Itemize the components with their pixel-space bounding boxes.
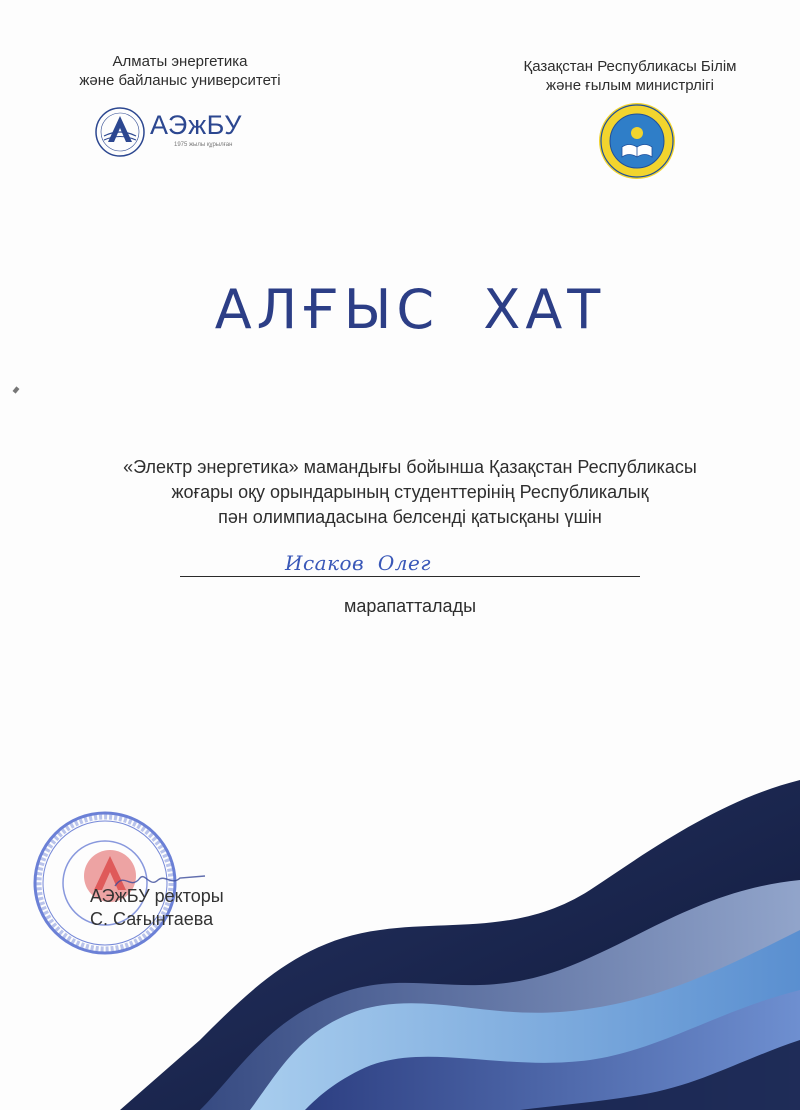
university-logo xyxy=(92,104,282,164)
recipient-underline xyxy=(180,576,640,577)
university-founded: 1975 жылы құрылған xyxy=(174,142,233,148)
ministry-name-line2: және ғылым министрлігі xyxy=(546,77,714,94)
recipient-name: Исаков Олег xyxy=(285,551,431,575)
aues-logo-icon xyxy=(92,104,148,160)
award-reason-line3: пән олимпиадасына белсенді қатысқаны үшін xyxy=(218,507,602,527)
ministry-name xyxy=(480,57,780,95)
university-name xyxy=(40,52,320,90)
university-name-line1: Алматы энергетика xyxy=(112,53,248,70)
ministry-emblem xyxy=(597,101,677,181)
ministry-name-line1: Қазақстан Республикасы Білім xyxy=(523,58,737,75)
document-title: АЛҒЫС ХАТ xyxy=(214,278,606,341)
award-reason-line1: «Электр энергетика» мамандығы бойынша Қазақстан Республикасы xyxy=(123,457,697,477)
signer-name: С. Сағынтаева xyxy=(90,909,214,929)
scan-mark xyxy=(13,386,20,393)
university-abbreviation: АЭжБУ xyxy=(150,110,242,140)
signer-title: АЭжБУ ректоры xyxy=(90,886,224,906)
award-reason xyxy=(0,455,800,530)
award-reason-line2: жоғары оқу орындарының студенттерінің Республикалық xyxy=(171,482,649,502)
awarded-text: марапатталады xyxy=(343,596,477,616)
university-name-line2: және байланыс университеті xyxy=(79,72,281,89)
rector-signature-block xyxy=(90,885,224,931)
ministry-emblem-icon xyxy=(597,101,677,181)
